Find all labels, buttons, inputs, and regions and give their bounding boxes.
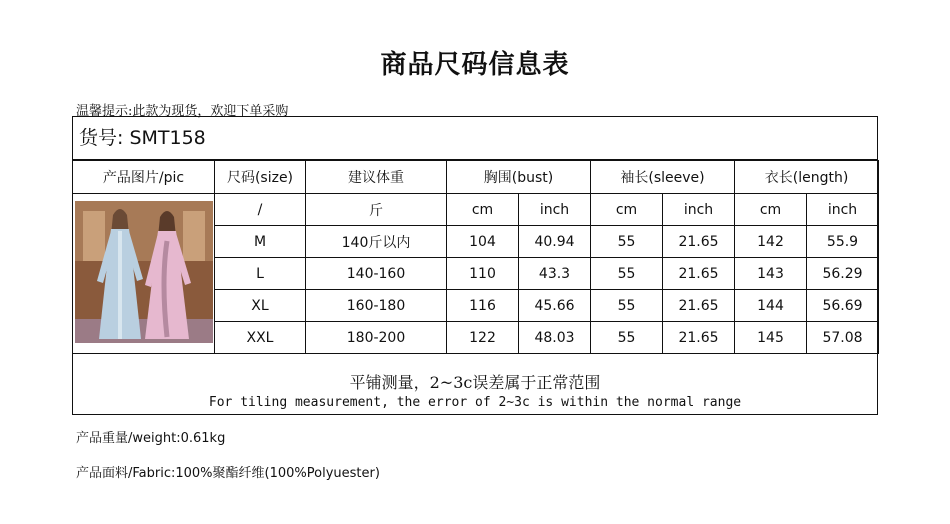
cell-sleeve-cm: 55 (591, 322, 663, 354)
cell-sleeve-cm: 55 (591, 290, 663, 322)
cell-weight: 160-180 (306, 290, 447, 322)
unit-bust-cm: cm (447, 194, 519, 226)
header-pic: 产品图片/pic (73, 161, 215, 194)
cell-length-cm: 145 (735, 322, 807, 354)
cell-bust-inch: 40.94 (519, 226, 591, 258)
cell-weight: 180-200 (306, 322, 447, 354)
size-table (72, 160, 879, 354)
cell-length-inch: 56.69 (807, 290, 879, 322)
cell-sleeve-inch: 21.65 (663, 290, 735, 322)
cell-size: L (215, 258, 306, 290)
cell-size: M (215, 226, 306, 258)
cell-length-inch: 57.08 (807, 322, 879, 354)
unit-row (73, 194, 879, 226)
unit-size: / (215, 194, 306, 226)
cell-sleeve-inch: 21.65 (663, 258, 735, 290)
cell-weight: 140斤以内 (306, 226, 447, 258)
cell-length-cm: 144 (735, 290, 807, 322)
cell-length-cm: 142 (735, 226, 807, 258)
cell-bust-inch: 43.3 (519, 258, 591, 290)
note-chinese: 平铺测量，2~3c误差属于正常范围 (349, 373, 601, 392)
cell-size: XL (215, 290, 306, 322)
product-photo (75, 201, 213, 343)
product-image (73, 194, 215, 354)
product-fabric: 产品面料/Fabric:100%聚酯纤维(100%Polyuester) (76, 466, 380, 481)
header-sleeve: 袖长(sleeve) (591, 161, 735, 194)
cell-bust-cm: 116 (447, 290, 519, 322)
unit-length-inch: inch (807, 194, 879, 226)
note-english: For tiling measurement, the error of 2~3c is within the normal range (208, 395, 742, 410)
sku-label: 货号: SMT158 (73, 117, 877, 160)
measurement-note (73, 361, 877, 415)
cell-weight: 140-160 (306, 258, 447, 290)
cell-sleeve-inch: 21.65 (663, 322, 735, 354)
header-bust: 胸围(bust) (447, 161, 591, 194)
unit-sleeve-cm: cm (591, 194, 663, 226)
header-size: 尺码(size) (215, 161, 306, 194)
header-weight: 建议体重 (306, 161, 447, 194)
cell-length-inch: 55.9 (807, 226, 879, 258)
cell-bust-cm: 122 (447, 322, 519, 354)
cell-length-cm: 143 (735, 258, 807, 290)
cell-sleeve-cm: 55 (591, 226, 663, 258)
unit-bust-inch: inch (519, 194, 591, 226)
cell-bust-inch: 45.66 (519, 290, 591, 322)
header-row (73, 161, 879, 194)
page-title: 商品尺码信息表 (380, 50, 570, 80)
cell-bust-cm: 110 (447, 258, 519, 290)
tip-text: 温馨提示:此款为现货，欢迎下单采购 (76, 104, 289, 119)
unit-weight: 斤 (306, 194, 447, 226)
cell-sleeve-inch: 21.65 (663, 226, 735, 258)
size-chart (72, 116, 878, 415)
cell-size: XXL (215, 322, 306, 354)
unit-length-cm: cm (735, 194, 807, 226)
cell-length-inch: 56.29 (807, 258, 879, 290)
header-length: 衣长(length) (735, 161, 879, 194)
product-weight: 产品重量/weight:0.61kg (76, 431, 226, 446)
cell-sleeve-cm: 55 (591, 258, 663, 290)
cell-bust-inch: 48.03 (519, 322, 591, 354)
unit-sleeve-inch: inch (663, 194, 735, 226)
cell-bust-cm: 104 (447, 226, 519, 258)
